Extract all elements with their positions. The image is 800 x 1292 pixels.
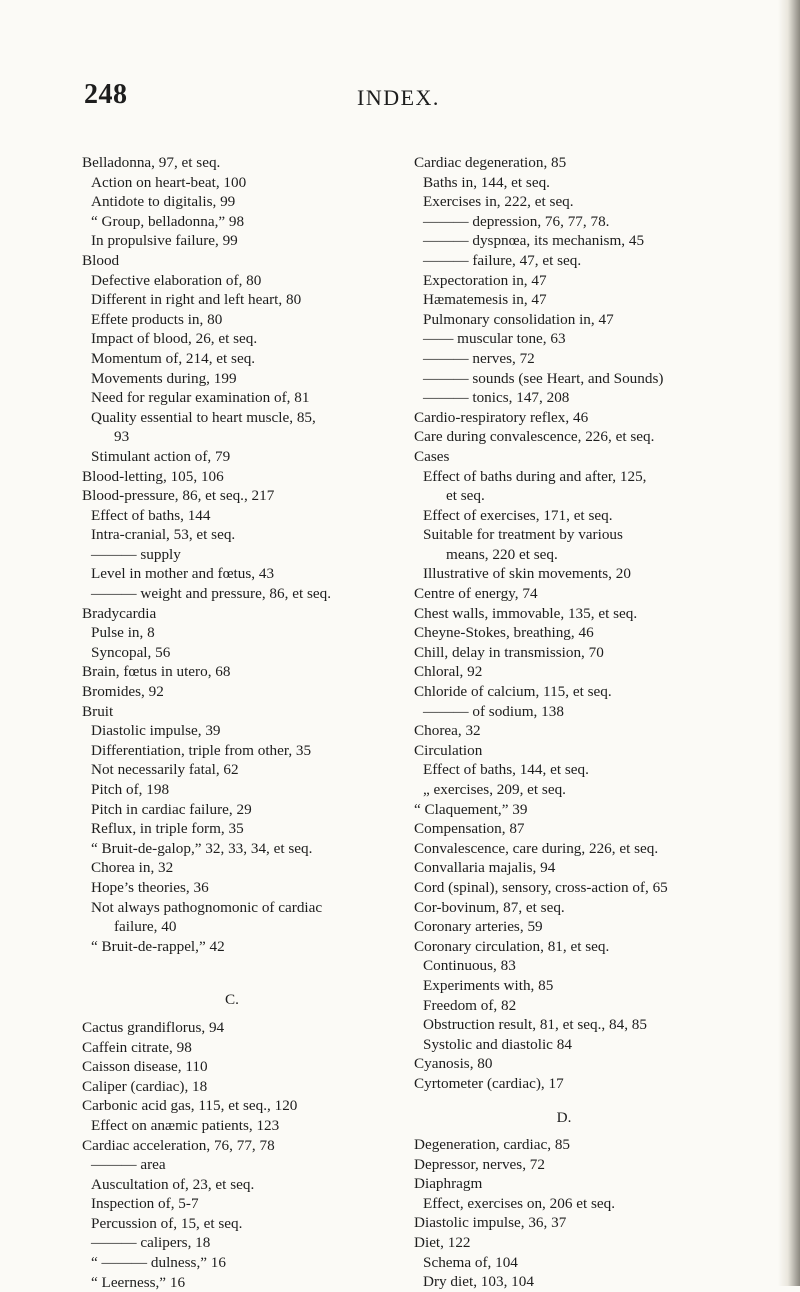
index-subentry: Effect, exercises on, 206 et seq. [423,1194,616,1212]
index-subentry: Chorea in, 32 [91,859,174,877]
index-entry: Blood-pressure, 86, et seq., 217 [82,487,275,505]
index-subentry: In propulsive failure, 99 [91,232,238,250]
index-subentry: Different in right and left heart, 80 [91,291,302,309]
index-subentry: Effect of exercises, 171, et seq. [423,506,613,524]
index-subentry: “ Group, belladonna,” 98 [91,212,245,230]
index-column-right [414,153,754,1292]
index-entry: Bradycardia [82,604,157,622]
index-subentry: Not always pathognomonic of cardiac [91,898,323,916]
index-entry: Blood-letting, 105, 106 [82,467,224,485]
index-subentry: Hope’s theories, 36 [91,878,209,896]
index-entry: Cases [414,447,450,465]
page-number: 248 [84,79,128,110]
index-subentry: Suitable for treatment by various [423,526,623,544]
index-entry: Cheyne-Stokes, breathing, 46 [414,624,594,642]
index-entry: “ Claquement,” 39 [414,800,528,818]
index-subentry: Experiments with, 85 [423,976,554,994]
index-subentry: Continuous, 83 [423,957,516,975]
index-entry: Cactus grandiflorus, 94 [82,1018,225,1036]
index-entry: Convalescence, care during, 226, et seq. [414,839,659,857]
index-entry: Cardiac acceleration, 76, 77, 78 [82,1136,275,1154]
index-entry: Cardiac degeneration, 85 [414,154,567,171]
index-subentry: Pulse in, 8 [91,624,155,642]
index-subentry: Diastolic impulse, 39 [91,722,221,740]
section-letter: C. [225,991,239,1009]
index-entry: Convallaria majalis, 94 [414,859,556,877]
index-entry: Caisson disease, 110 [82,1058,208,1076]
index-subentry: Effect of baths during and after, 125, [423,467,647,485]
index-subentry: Illustrative of skin movements, 20 [423,565,631,583]
index-subentry: “ Bruit-de-rappel,” 42 [91,937,225,955]
index-entry: Cor-bovinum, 87, et seq. [414,898,565,916]
index-subentry: Reflux, in triple form, 35 [91,820,244,838]
index-subentry: Exercises in, 222, et seq. [423,193,574,211]
index-subentry: Pitch in cardiac failure, 29 [91,800,252,818]
index-subentry: Level in mother and fœtus, 43 [91,565,275,583]
index-entry: Cord (spinal), sensory, cross-action of, 65 [414,878,668,896]
index-entry: Circulation [414,741,483,759]
index-column-left [82,153,422,1292]
index-entry: Coronary circulation, 81, et seq. [414,937,610,955]
page-edge-shadow [778,0,800,1286]
index-subentry: Systolic and diastolic 84 [423,1035,572,1053]
index-subentry: ——— depression, 76, 77, 78. [423,212,610,230]
index-subentry: Pitch of, 198 [91,781,170,798]
index-subentry: Stimulant action of, 79 [91,447,231,465]
index-subentry: Auscultation of, 23, et seq. [91,1175,255,1193]
index-subentry: „ exercises, 209, et seq. [423,781,566,798]
index-entry: Caliper (cardiac), 18 [82,1077,208,1095]
index-subentry: Dry diet, 103, 104 [423,1273,534,1291]
index-subentry: Effete products in, 80 [91,310,223,328]
index-subentry: means, 220 et seq. [446,545,558,563]
index-entry: Bromides, 92 [82,683,164,701]
index-subentry: Intra-cranial, 53, et seq. [91,526,236,544]
index-subentry: Percussion of, 15, et seq. [91,1214,243,1232]
index-entry: Caffein citrate, 98 [82,1038,192,1056]
index-subentry: Movements during, 199 [91,369,237,387]
index-subentry: ——— sounds (see Heart, and Sounds) [423,369,664,387]
index-entry: Bruit [82,702,114,720]
section-gap [82,956,422,976]
index-entry: Brain, fœtus in utero, 68 [82,663,231,681]
index-entry: Chill, delay in transmission, 70 [414,643,604,661]
index-subentry: “ ——— dulness,” 16 [91,1254,226,1272]
index-subentry: Not necessarily fatal, 62 [91,761,239,779]
index-entry: Belladonna, 97, et seq. [82,154,221,171]
index-entry: Cardio-respiratory reflex, 46 [414,408,589,426]
index-subentry: ——— failure, 47, et seq. [423,251,582,269]
index-entry: Chloride of calcium, 115, et seq. [414,683,612,701]
index-subentry: ——— weight and pressure, 86, et seq. [91,585,331,603]
index-subentry: Syncopal, 56 [91,643,171,661]
index-entry: Chloral, 92 [414,663,483,681]
index-subentry: ——— area [91,1156,166,1174]
section-letter: D. [556,1108,572,1126]
index-subentry: Need for regular examination of, 81 [91,389,310,407]
index-entry: Diaphragm [414,1175,483,1193]
index-subentry: failure, 40 [114,918,177,936]
index-subentry: Schema of, 104 [423,1253,518,1271]
index-subentry: Hæmatemesis in, 47 [423,291,547,309]
index-entry: Chest walls, immovable, 135, et seq. [414,604,638,622]
index-entry: Diastolic impulse, 36, 37 [414,1214,567,1232]
index-entry: Centre of energy, 74 [414,585,538,603]
index-subentry: Quality essential to heart muscle, 85, [91,408,316,426]
index-subentry: Pulmonary consolidation in, 47 [423,310,614,328]
index-subentry: Effect of baths, 144 [91,506,211,524]
index-subentry: ——— of sodium, 138 [423,702,564,720]
index-entry: Diet, 122 [414,1234,471,1252]
index-subentry: Obstruction result, 81, et seq., 84, 85 [423,1016,647,1034]
index-subentry: Momentum of, 214, et seq. [91,349,256,367]
index-subentry: —— muscular tone, 63 [423,330,566,348]
index-entry: Cyrtometer (cardiac), 17 [414,1074,564,1092]
index-subentry: Effect of baths, 144, et seq. [423,761,589,779]
index-subentry: Baths in, 144, et seq. [423,173,550,191]
index-subentry: “ Bruit-de-galop,” 32, 33, 34, et seq. [91,839,313,857]
index-subentry: Inspection of, 5-7 [91,1195,199,1213]
index-subentry: Freedom of, 82 [423,996,517,1014]
index-entry: Chorea, 32 [414,722,481,740]
index-subentry: 93 [114,428,130,446]
index-subentry: Action on heart-beat, 100 [91,173,247,191]
index-entry: Degeneration, cardiac, 85 [414,1136,571,1154]
index-entry: Compensation, 87 [414,820,525,838]
index-subentry: Antidote to digitalis, 99 [91,193,236,211]
index-subentry: ——— tonics, 147, 208 [423,389,570,407]
index-entry: Carbonic acid gas, 115, et seq., 120 [82,1097,298,1115]
index-subentry: Expectoration in, 47 [423,271,547,289]
index-entry: Cyanosis, 80 [414,1055,493,1073]
index-subentry: Effect on anæmic patients, 123 [91,1116,280,1134]
index-entry: Coronary arteries, 59 [414,918,543,936]
index-entry: Blood [82,251,120,269]
index-subentry: ——— dyspnœa, its mechanism, 45 [423,232,645,250]
index-subentry: ——— nerves, 72 [423,349,535,367]
index-entry: Depressor, nerves, 72 [414,1155,545,1173]
index-subentry: ——— calipers, 18 [91,1234,211,1252]
index-subentry: Differentiation, triple from other, 35 [91,741,312,759]
running-head: INDEX. [357,85,440,110]
index-entry: Care during convalescence, 226, et seq. [414,428,655,446]
index-subentry: “ Leerness,” 16 [91,1273,186,1291]
index-subentry: Defective elaboration of, 80 [91,271,262,289]
index-subentry: Impact of blood, 26, et seq. [91,330,258,348]
index-subentry: et seq. [446,487,485,505]
index-subentry: ——— supply [91,545,181,563]
